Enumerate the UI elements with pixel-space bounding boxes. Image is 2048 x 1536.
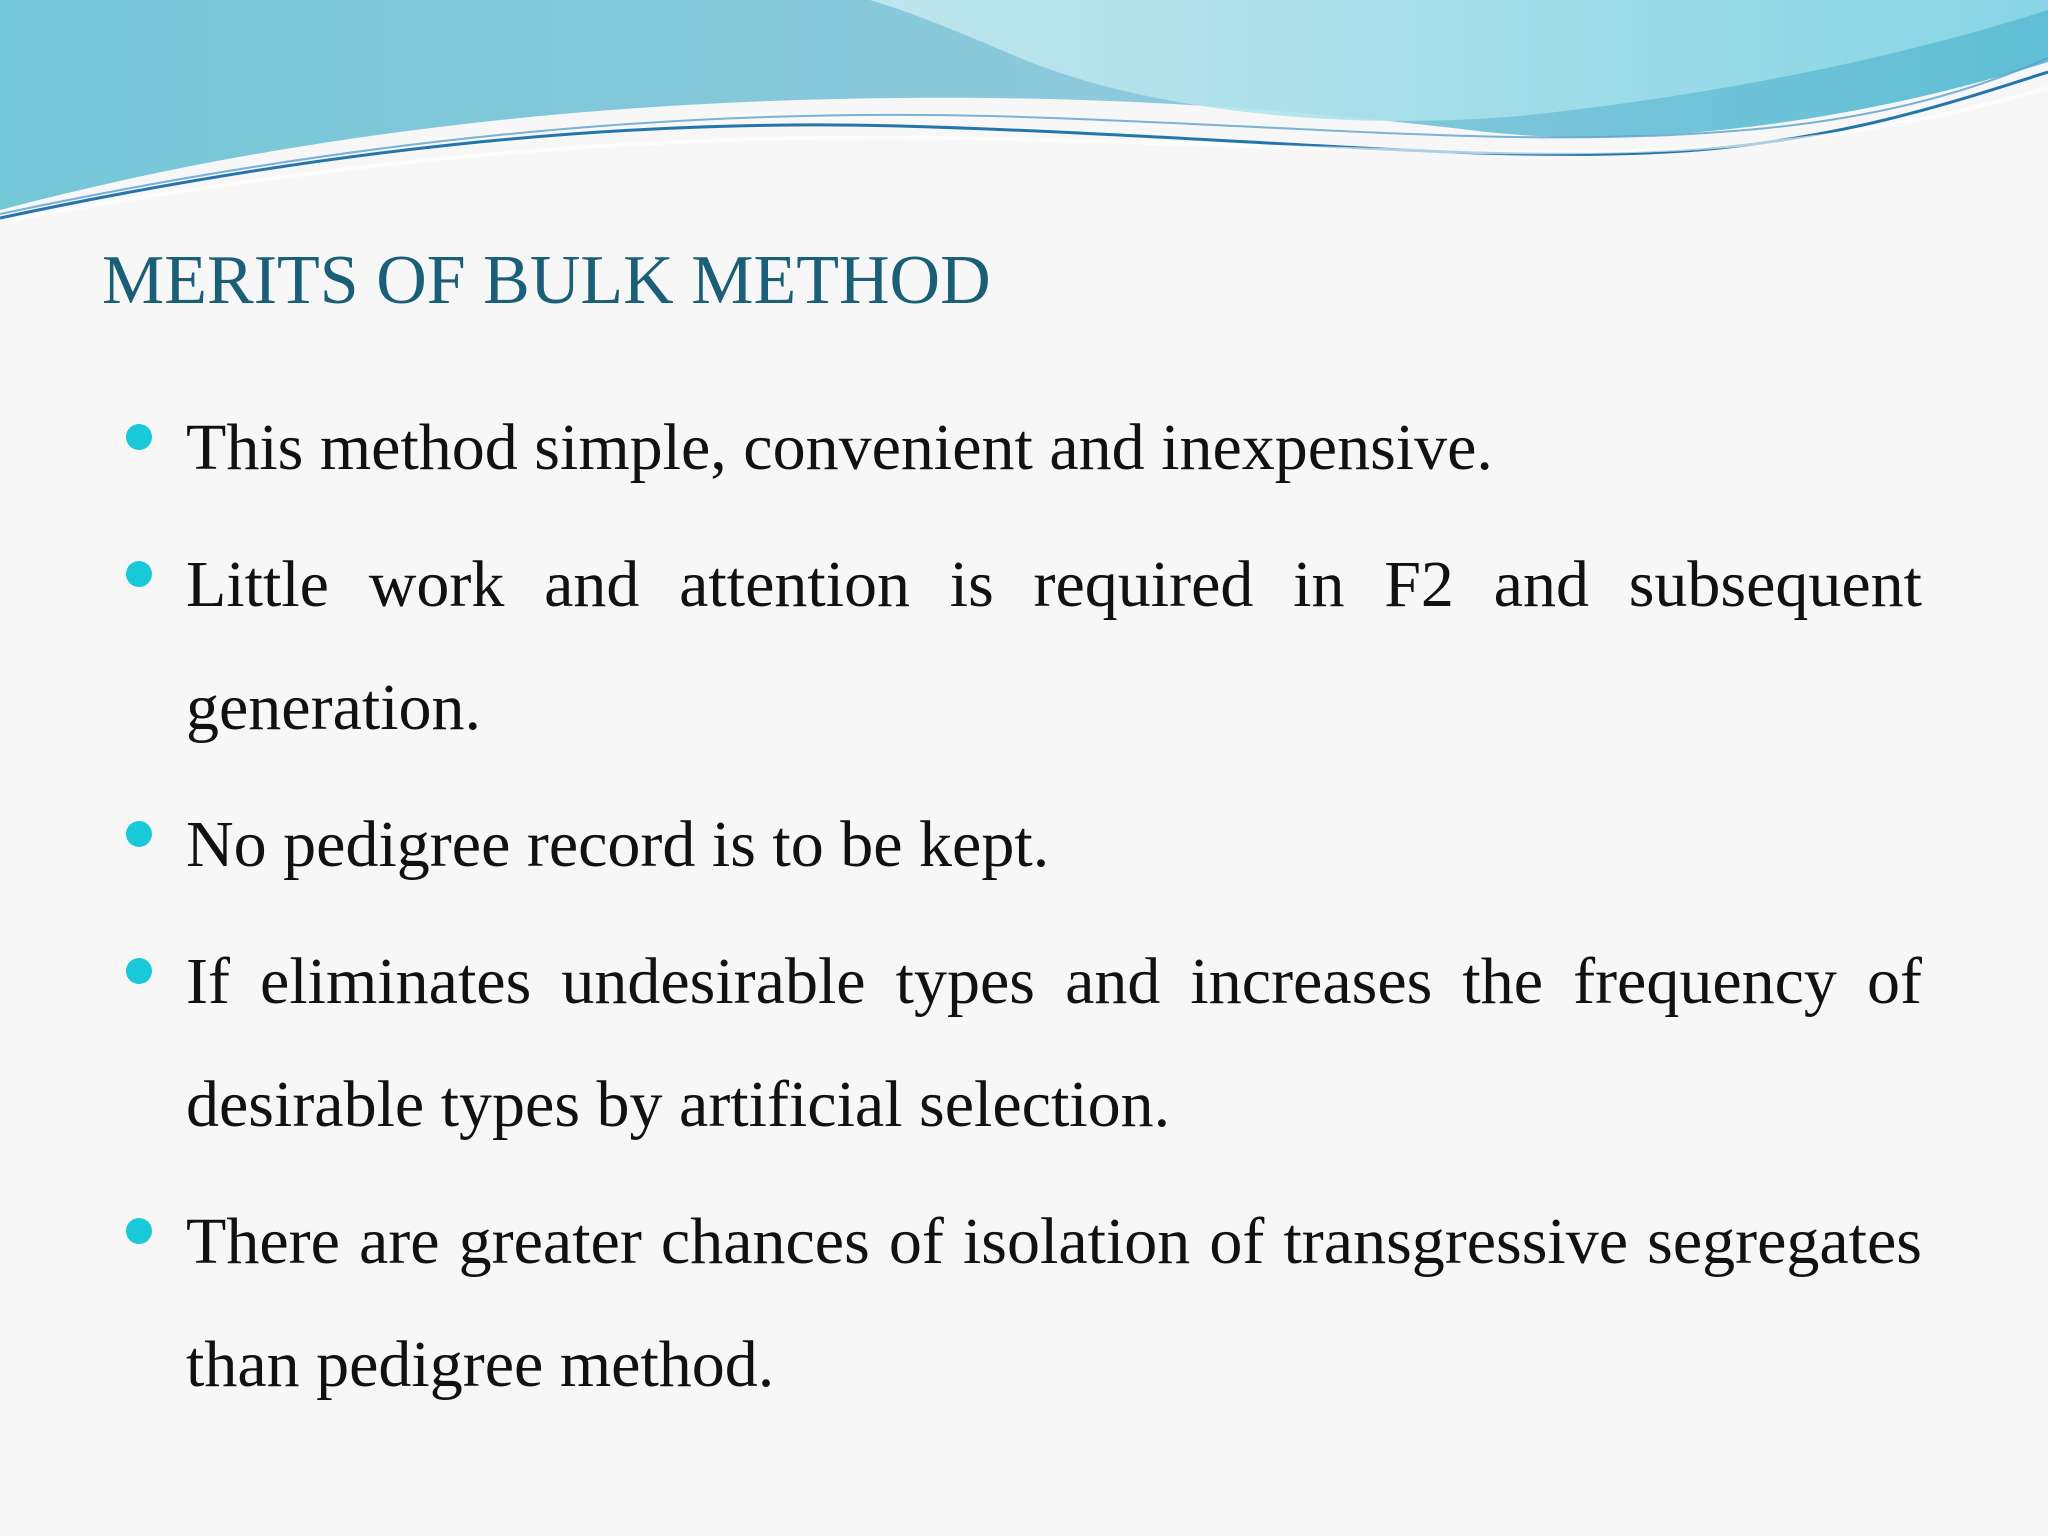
bullet-list (126, 386, 1922, 1440)
bullet-item (126, 386, 1922, 509)
bullet-dot-icon (126, 1218, 152, 1244)
bullet-item (126, 783, 1922, 906)
bullet-item (126, 523, 1922, 769)
bullet-text: No pedigree record is to be kept. (186, 808, 1050, 881)
bullet-text: There are greater chances of isolation of transgressive segregates than pedigree method. (186, 1205, 1922, 1401)
bullet-dot-icon (126, 821, 152, 847)
bullet-item (126, 920, 1922, 1166)
bullet-item (126, 1180, 1922, 1426)
bullet-text: If eliminates undesirable types and increases the frequency of desirable types by artificial selection. (186, 945, 1922, 1141)
bullet-dot-icon (126, 561, 152, 587)
bullet-dot-icon (126, 424, 152, 450)
wave-header-decoration (0, 0, 2048, 240)
bullet-text: Little work and attention is required in F2 and subsequent generation. (186, 548, 1922, 744)
bullet-text: This method simple, convenient and inexpensive. (186, 411, 1493, 484)
bullet-dot-icon (126, 958, 152, 984)
slide-title: MERITS OF BULK METHOD (102, 242, 991, 319)
